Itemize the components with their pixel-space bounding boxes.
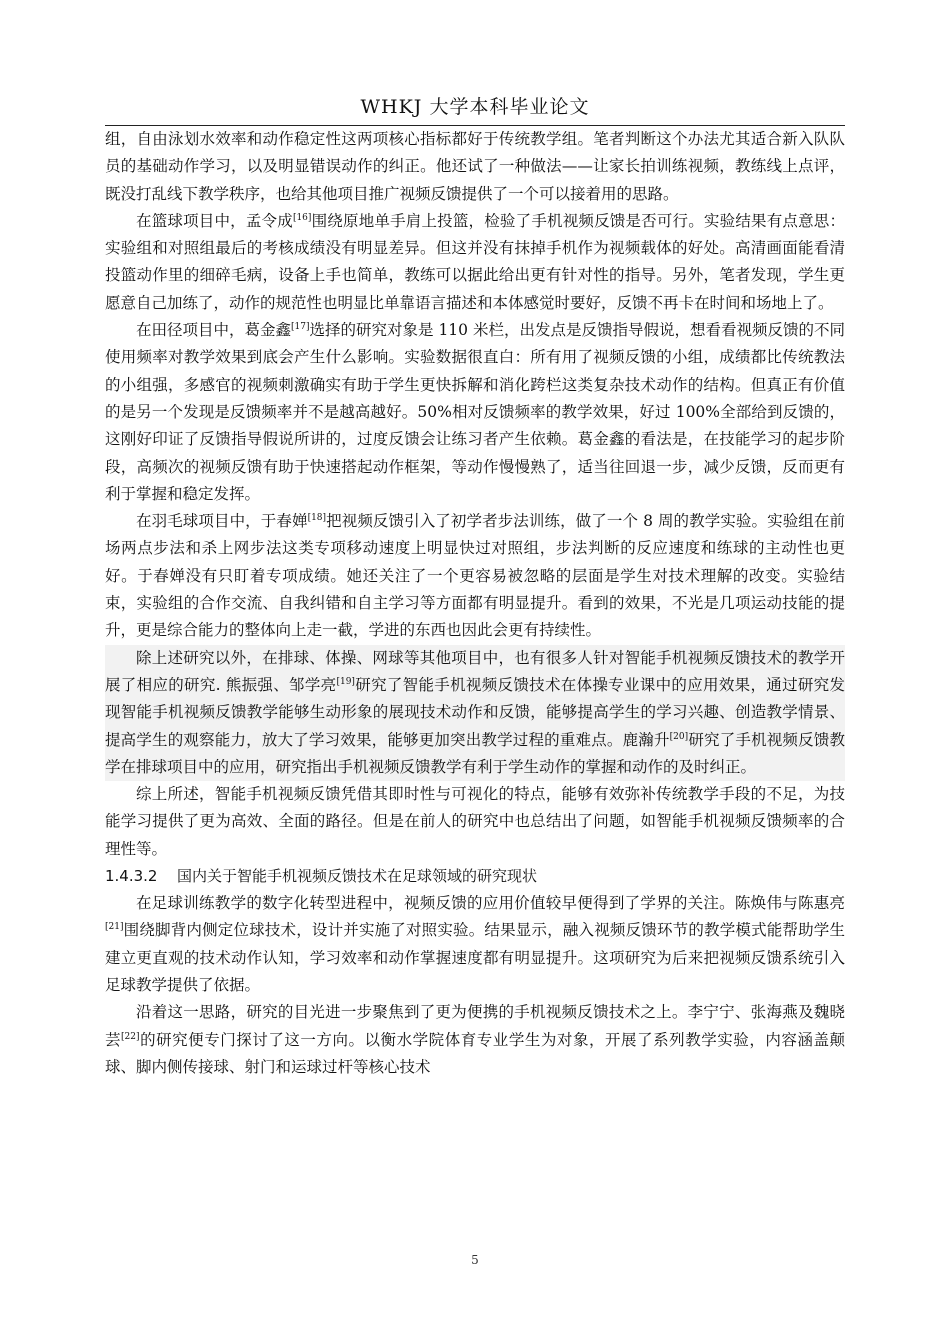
page-header: WHKJ 大学本科毕业论文	[360, 96, 590, 118]
citation: [20]	[669, 731, 689, 742]
citation: [17]	[291, 321, 310, 332]
paragraph: 沿着这一思路，研究的目光进一步聚焦到了更为便携的手机视频反馈技术之上。李宁宁、张海燕及魏晓芸[22]的研究便专门探讨了这一方向。以衡水学院体育专业学生为对象，开展了系列教学实验，内容涵盖颠球、脚内侧传接球、射门和运球过杆等核心技术	[105, 1003, 845, 1076]
paragraph: 在篮球项目中，孟令成[16]围绕原地单手肩上投篮，检验了手机视频反馈是否可行。实验结果有点意思：实验组和对照组最后的考核成绩没有明显差异。但这并没有抹掉手机作为视频载体的好处。高清画面能看清投篮动作里的细碎毛病，设备上手也简单，教练可以据此给出更有针对性的指导。另外，笔者发现，学生更愿意自己加练了，动作的规范性也明显比单靠语言描述和本体感觉时要好，反馈不再卡在时间和场地上了。	[105, 211, 845, 312]
citation: [16]	[292, 212, 312, 223]
paragraph: 在羽毛球项目中，于春婵[18]把视频反馈引入了初学者步法训练，做了一个 8 周的教学实验。实验组在前场两点步法和杀上网步法这类专项移动速度上明显快过对照组，步法判断的反应速度和练球的主动性也更好。于春婵没有只盯着专项成绩。她还关注了一个更容易被忽略的层面是学生对技术理解的改变。实验结束，实验组的合作交流、自我纠错和自主学习等方面都有明显提升。看到的效果，不光是几项运动技能的提升，更是综合能力的整体向上走一截，学进的东西也因此会更有持续性。	[105, 512, 845, 640]
paragraph: 在足球训练教学的数字化转型进程中，视频反馈的应用价值较早便得到了学界的关注。陈焕伟与陈惠亮[21]围绕脚背内侧定位球技术，设计并实施了对照实验。结果显示，融入视频反馈环节的教学模式能帮助学生建立更直观的技术动作认知，学习效率和动作掌握速度都有明显提升。这项研究为后来把视频反馈系统引入足球教学提供了依据。	[105, 894, 845, 994]
page-number: 5	[471, 1253, 479, 1267]
section-heading	[105, 863, 845, 890]
citation: [19]	[336, 676, 355, 687]
section-title: 国内关于智能手机视频反馈技术在足球领域的研究现状	[177, 867, 538, 886]
paragraph: 在田径项目中，葛金鑫[17]选择的研究对象是 110 米栏，出发点是反馈指导假说，想看看视频反馈的不同使用频率对教学效果到底会产生什么影响。实验数据很直白：所有用了视频反馈的小组，成绩都比传统教法的小组强，多感官的视频刺激确实有助于学生更快拆解和消化跨栏这类复杂技术动作的结构。但真正有价值的是另一个发现是反馈频率并不是越高越好。50%相对反馈频率的教学效果，好过 100%全部给到反馈的，这刚好印证了反馈指导假说所讲的，过度反馈会让练习者产生依赖。葛金鑫的看法是，在技能学习的起步阶段，高频次的视频反馈有助于快速搭起动作框架，等动作慢慢熟了，适当往回退一步，减少反馈，反而更有利于掌握和稳定发挥。	[105, 321, 845, 503]
paragraph: 组，自由泳划水效率和动作稳定性这两项核心指标都好于传统教学组。笔者判断这个办法尤其适合新入队队员的基础动作学习，以及明显错误动作的纠正。他还试了一种做法——让家长拍训练视频，教练线上点评，既没打乱线下教学秩序，也给其他项目推广视频反馈提供了一个可以接着用的思路。	[105, 130, 845, 203]
paragraph: 综上所述，智能手机视频反馈凭借其即时性与可视化的特点，能够有效弥补传统教学手段的不足，为技能学习提供了更为高效、全面的路径。但是在前人的研究中也总结出了问题，如智能手机视频反馈频率的合理性等。	[105, 785, 845, 858]
citation: [22]	[121, 1031, 140, 1042]
document-body	[105, 126, 845, 1081]
paragraph: 除上述研究以外，在排球、体操、网球等其他项目中，也有很多人针对智能手机视频反馈技术的教学开展了相应的研究. 熊振强、邹学亮[19]研究了智能手机视频反馈技术在体操专业课中的应用效果，通过研究发现智能手机视频反馈教学能够生动形象的展现技术动作和反馈，能够提高学生的学习兴趣、创造教学情景、提高学生的观察能力，放大了学习效果，能够更加突出教学过程的重难点。鹿瀚升[20]研究了手机视频反馈教学在排球项目中的应用，研究指出手机视频反馈教学有利于学生动作的掌握和动作的及时纠正。	[105, 645, 845, 781]
section-number: 1.4.3.2	[105, 867, 158, 886]
citation: [18]	[307, 513, 327, 523]
citation: [21]	[105, 922, 124, 933]
